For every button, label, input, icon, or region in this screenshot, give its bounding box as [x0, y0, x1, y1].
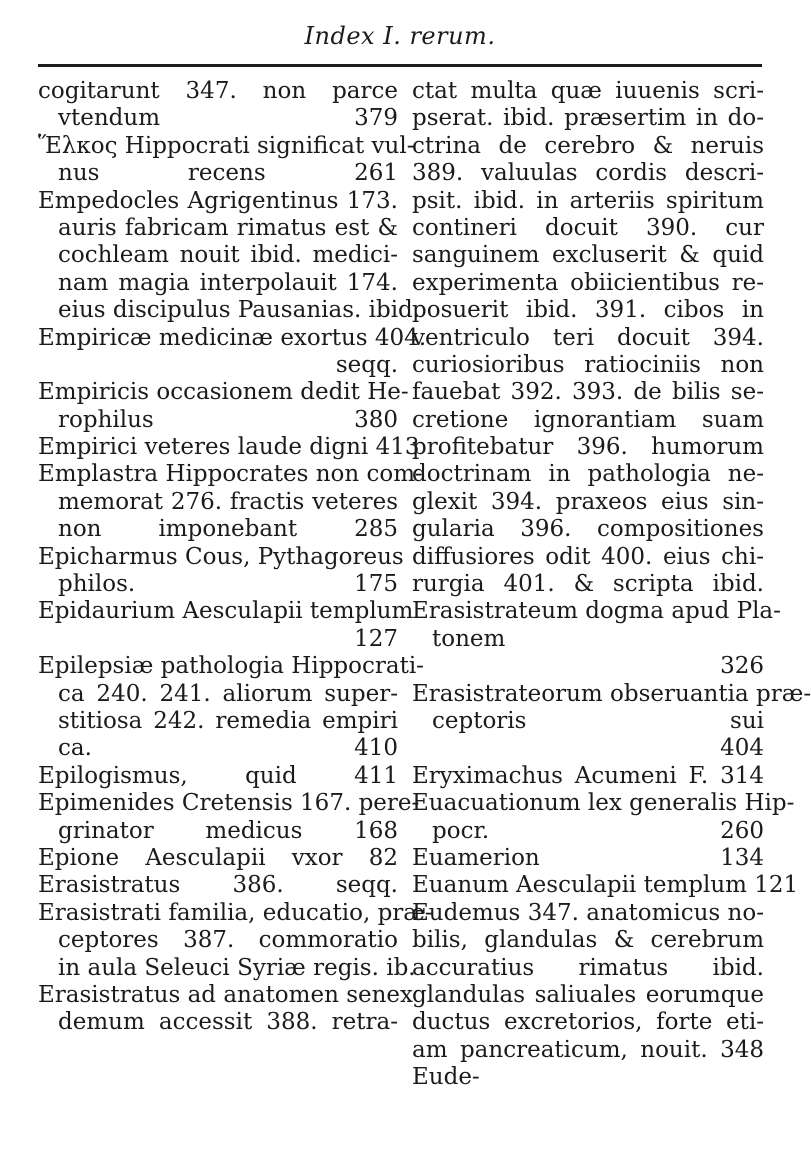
index-line: pserat. ibid. præsertim in do- [412, 105, 764, 132]
index-line: Erasistrateum dogma apud Pla- [412, 598, 781, 625]
index-line: 389. valuulas cordis descri- [412, 160, 764, 187]
index-line: Epilogismus, quid 411 [38, 762, 398, 789]
index-line: Eryximachus Acumeni F. 314 [412, 762, 764, 789]
header-rule [38, 64, 762, 67]
index-line: posuerit ibid. 391. cibos in [412, 297, 764, 324]
index-line: Epidaurium Aesculapii templum [38, 598, 414, 625]
index-line: Empiricæ medicinæ exortus 404. [38, 324, 427, 351]
index-line: seqq. [335, 351, 398, 378]
index-line: grinator medicus 168 [58, 817, 398, 844]
index-line: Erasistratus 386. seqq. [38, 872, 398, 899]
index-line: gularia 396. compositiones [412, 516, 764, 543]
right-column [412, 78, 811, 1091]
index-line: ctrina de cerebro & neruis [412, 132, 764, 159]
index-line: glexit 394. praxeos eius sin- [412, 488, 764, 515]
index-line: rophilus 380 [58, 406, 398, 433]
running-header: Index I. rerum. [304, 22, 496, 50]
index-line: 404 [720, 735, 764, 762]
index-line: Erasistratus ad anatomen senex [38, 981, 414, 1008]
index-line: rurgia 401. & scripta ibid. [412, 571, 764, 598]
index-line: Empedocles Agrigentinus 173. [38, 187, 398, 214]
index-line: Euamerion 134 [412, 844, 764, 871]
index-line: profitebatur 396. humorum [412, 434, 764, 461]
index-line: Eudemus 347. anatomicus no- [412, 899, 764, 926]
index-line: Epilepsiæ pathologia Hippocrati- [38, 653, 424, 680]
index-line: Ἕλκος Hippocrati significat vul- [38, 132, 415, 159]
index-line: philos. 175 [58, 571, 398, 598]
index-line: Erasistrati familia, educatio, præ- [38, 899, 433, 926]
index-line: ceptoris sui [432, 707, 764, 734]
index-line: ca. 410 [58, 735, 398, 762]
index-line: pocr. 260 [432, 817, 764, 844]
index-line: ductus excretorios, forte eti- [412, 1009, 764, 1036]
index-line: non imponebant 285 [58, 516, 398, 543]
index-line: Empiricis occasionem dedit He- [38, 379, 409, 406]
index-line: accuratius rimatus ibid. [412, 954, 764, 981]
index-line: cogitarunt 347. non parce [38, 78, 398, 104]
index-line: Epimenides Cretensis 167. pere- [38, 790, 420, 817]
index-line: Eude- [412, 1064, 480, 1091]
index-line: bilis, glandulas & cerebrum [412, 927, 764, 954]
index-line: nus recens 261 [58, 160, 398, 187]
index-line: vtendum 379 [58, 105, 398, 132]
index-line: Epicharmus Cous, Pythagoreus [38, 543, 404, 570]
index-line: eius discipulus Pausanias. ibid. [58, 297, 421, 324]
index-line: nam magia interpolauit 174. [58, 269, 398, 296]
index-line: Erasistrateorum obseruantia præ- [412, 680, 811, 707]
index-line: doctrinam in pathologia ne- [412, 461, 764, 488]
index-line: tonem [432, 625, 506, 652]
index-line: contineri docuit 390. cur [412, 214, 764, 241]
index-line: diffusiores odit 400. eius chi- [412, 543, 764, 570]
index-line: ctat multa quæ iuuenis scri- [412, 78, 764, 104]
index-line: glandulas saliuales eorumque [412, 981, 764, 1008]
index-line: stitiosa 242. remedia empiri [58, 707, 398, 734]
index-line: ceptores 387. commoratio [58, 927, 398, 954]
index-line: cretione ignorantiam suam [412, 406, 764, 433]
index-line: auris fabricam rimatus est & [58, 214, 398, 241]
index-line: sanguinem excluserit & quid [412, 242, 764, 269]
index-line: Emplastra Hippocrates non com- [38, 461, 423, 488]
index-line: cochleam nouit ibid. medici- [58, 242, 398, 269]
index-line: Euacuationum lex generalis Hip- [412, 790, 795, 817]
index-line: Euanum Aesculapii templum 121 [412, 872, 799, 899]
index-line: ventriculo teri docuit 394. [412, 324, 764, 351]
index-line: memorat 276. fractis veteres [58, 488, 398, 515]
index-line: curiosioribus ratiociniis non [412, 351, 764, 378]
index-line: fauebat 392. 393. de bilis se- [412, 379, 764, 406]
index-line: experimenta obiicientibus re- [412, 269, 764, 296]
index-line: Epione Aesculapii vxor 82 [38, 844, 398, 871]
index-line: psit. ibid. in arteriis spiritum [412, 187, 764, 214]
index-line: demum accessit 388. retra- [58, 1009, 398, 1036]
index-line: Empirici veteres laude digni 413 [38, 434, 420, 461]
index-line: 326 [720, 653, 764, 680]
index-line: am pancreaticum, nouit. 348 [412, 1036, 764, 1063]
index-line: ca 240. 241. aliorum super- [58, 680, 398, 707]
index-line: in aula Seleuci Syriæ regis. ib. [58, 954, 416, 981]
index-line: 127 [354, 625, 398, 652]
left-column [38, 78, 433, 1037]
